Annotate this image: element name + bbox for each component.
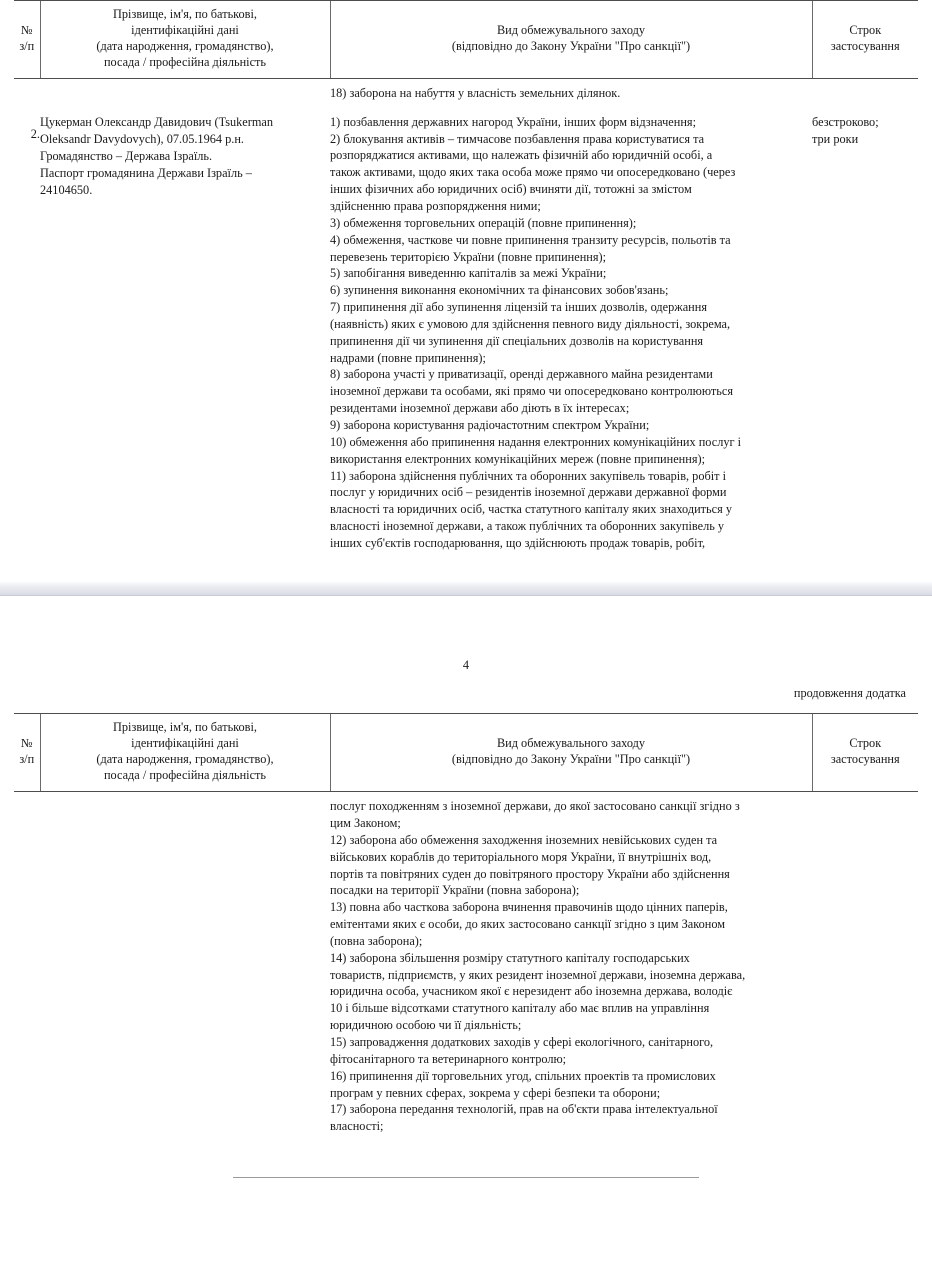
continuation-note: продовження додатка	[793, 686, 906, 701]
measure-line: надрами (повне припинення);	[330, 350, 486, 365]
page-separator-band	[0, 581, 932, 596]
measure-line: 2) блокування активів – тимчасове позбавлення права користуватися та	[330, 131, 705, 146]
measure-line: емітентами яких є особи, до яких застосовано санкції згідно з цим Законом	[330, 917, 726, 932]
measure-line: 17) заборона передання технологій, прав на об'єкти права інтелектуальної	[330, 1102, 718, 1117]
measure-line: 10) обмеження або припинення надання електронних комунікаційних послуг і	[330, 434, 742, 449]
measure-line: розпоряджатися активами, що належать фізичній або юридичній особі, а	[330, 148, 713, 163]
measure-line: 4) обмеження, часткове чи повне припинення транзиту ресурсів, польотів та	[330, 232, 731, 247]
page-number: 4	[462, 657, 470, 672]
measure-line: 9) заборона користування радіочастотним спектром України;	[330, 417, 650, 432]
measure-line: резидентами іноземної держави або діють в їх інтересах;	[330, 401, 630, 416]
measure-line: 12) заборона або обмеження заходження іноземних невійськових суден та	[330, 832, 718, 847]
table-body-page-1	[14, 78, 918, 551]
measure-line: 5) запобігання виведенню капіталів за межі України;	[330, 266, 607, 281]
measure-line: фітосанітарного та ветеринарного контролю;	[330, 1051, 567, 1066]
page-separator	[0, 574, 932, 602]
measure-line: інших суб'єктів господарювання, що здійснюють продаж товарів, робіт,	[330, 535, 706, 550]
document-page-2	[0, 602, 932, 1178]
table-header-page-1	[14, 1, 918, 79]
measure-line: перевезень територією України (повне припинення);	[330, 249, 607, 264]
measure-line: власності;	[330, 1119, 384, 1134]
table-header-page-2	[14, 714, 918, 792]
footer-divider	[233, 1177, 699, 1178]
measure-line: 3) обмеження торговельних операцій (повне припинення);	[330, 215, 637, 230]
measure-line: військових кораблів до територіального моря України, її внутрішніх вод,	[330, 849, 712, 864]
measure-line: 13) повна або часткова заборона вчинення правочинів щодо цінних паперів,	[330, 900, 728, 915]
measure-list-page-1	[330, 114, 812, 552]
measure-line: 6) зупинення виконання економічних та фінансових зобов'язань;	[330, 283, 669, 298]
measure-line: використання електронних комунікаційних мереж (повне припинення);	[330, 451, 705, 466]
carryover-row	[14, 78, 918, 101]
carryover-measure-line	[330, 78, 812, 101]
measure-line: юридична особа, учасником якої є нерезидент або іноземна держава, володіє	[330, 984, 733, 999]
measure-line: (наявність) яких є умовою для здійснення певного виду діяльності, зокрема,	[330, 316, 731, 331]
term-line: безстроково;	[812, 114, 879, 129]
column-header-number: № з/п	[14, 1, 40, 79]
term-line: три роки	[812, 131, 859, 146]
carryover-cell-term	[812, 78, 918, 101]
carryover-cell-number	[14, 78, 40, 101]
column-header-person-data: Прізвище, ім'я, по батькові, ідентифікаційні дані (дата народження, громадянство), посада / професійна діяльність	[40, 1, 330, 79]
measure-line: (повна заборона);	[330, 933, 423, 948]
measure-line: 14) заборона збільшення розміру статутного капіталу господарських	[330, 950, 690, 965]
person-line: Паспорт громадянина Держави Ізраїль –	[40, 165, 252, 180]
measure-list-page-2	[330, 798, 812, 1135]
column-header-restrictive-measure: Вид обмежувального заходу (відповідно до Закону України "Про санкції")	[330, 1, 812, 79]
person-line: Oleksandr Davydovych), 07.05.1964 р.н.	[40, 131, 244, 146]
measure-line: цим Законом;	[330, 816, 401, 830]
measure-line: 16) припинення дії торговельних угод, спільних проектів та промислових	[330, 1068, 716, 1083]
measure-line: товариств, підприємств, у яких резидент іноземної держави, іноземна держава,	[330, 967, 746, 982]
row-person-data	[40, 792, 330, 1135]
measure-line: портів та повітряних суден до повітряного простору України або здійснення	[330, 866, 730, 881]
measure-line: 11) заборона здійснення публічних та оборонних закупівель товарів, робіт і	[330, 468, 727, 483]
row-number	[14, 102, 40, 552]
measure-line: послуг у юридичних осіб – резидентів іноземної держави державної форми	[330, 485, 727, 500]
column-header-number: № з/п	[14, 714, 40, 792]
measure-line: здійсненню права розпорядження ними;	[330, 199, 541, 213]
sanctions-table-page-1	[14, 0, 918, 552]
row-term	[812, 792, 918, 1135]
row-restrictive-measures	[330, 102, 812, 552]
person-line: Цукерман Олександр Давидович (Tsukerman	[40, 114, 274, 129]
measure-line: 7) припинення дії або зупинення ліцензій та інших дозволів, одержання	[330, 300, 707, 315]
table-header-row	[14, 1, 918, 79]
sanctions-table-page-2	[14, 713, 918, 1135]
column-header-person-data: Прізвище, ім'я, по батькові, ідентифікаційні дані (дата народження, громадянство), посада / професійна діяльність	[40, 714, 330, 792]
column-header-term: Строк застосування	[812, 1, 918, 79]
table-row	[14, 102, 918, 552]
footer-rule-wrapper	[0, 1135, 932, 1178]
measure-line: 15) запровадження додаткових заходів у сфері екологічного, санітарного,	[330, 1034, 714, 1049]
row-number	[14, 792, 40, 1135]
measure-line: програм у певних сферах, зокрема у сфері безпеки та оборони;	[330, 1085, 661, 1100]
measure-line: власності іноземної держави, а також публічних та оборонних закупівель у	[330, 519, 725, 534]
person-name-block	[40, 114, 330, 199]
carryover-cell-name	[40, 78, 330, 101]
measure-line: припинення дії чи зупинення дії спеціальних дозволів на користування	[330, 333, 704, 348]
measure-line: 1) позбавлення державних нагород України, інших форм відзначення;	[330, 114, 696, 129]
row-restrictive-measures	[330, 792, 812, 1135]
measure-line: 10 і більше відсотками статутного капіталу або має вплив на управління	[330, 1001, 710, 1016]
measure-line: 8) заборона участі у приватизації, оренді державного майна резидентами	[330, 367, 713, 382]
measure-line: також активами, щодо яких така особа може прямо чи опосередковано (через	[330, 165, 736, 180]
table-body-page-2	[14, 792, 918, 1135]
measure-line: інших фізичних або юридичних осіб) вчиняти дії, тотожні за змістом	[330, 182, 692, 197]
row-number-text: 2.	[30, 127, 40, 142]
row-person-data	[40, 102, 330, 552]
measure-line: послуг походженням з іноземної держави, до якої застосовано санкції згідно з	[330, 799, 740, 814]
row-term	[812, 102, 918, 552]
measure-line: іноземної держави та особами, які прямо чи опосередковано контролюються	[330, 384, 733, 399]
document-page-1	[0, 0, 932, 574]
measure-line: власності та юридичних осіб, частка статутного капіталу яких знаходиться у	[330, 502, 732, 517]
carryover-text: 18) заборона на набуття у власність земельних ділянок.	[330, 85, 621, 100]
column-header-restrictive-measure: Вид обмежувального заходу (відповідно до Закону України "Про санкції")	[330, 714, 812, 792]
table-header-row	[14, 714, 918, 792]
term-block	[812, 114, 918, 148]
measure-line: юридичною особою чи її діяльність;	[330, 1018, 522, 1033]
person-line: Громадянство – Держава Ізраїль.	[40, 148, 213, 163]
column-header-term: Строк застосування	[812, 714, 918, 792]
person-line: 24104650.	[40, 182, 93, 197]
measure-line: посадки на території України (повна заборона);	[330, 883, 580, 898]
table-row	[14, 792, 918, 1135]
